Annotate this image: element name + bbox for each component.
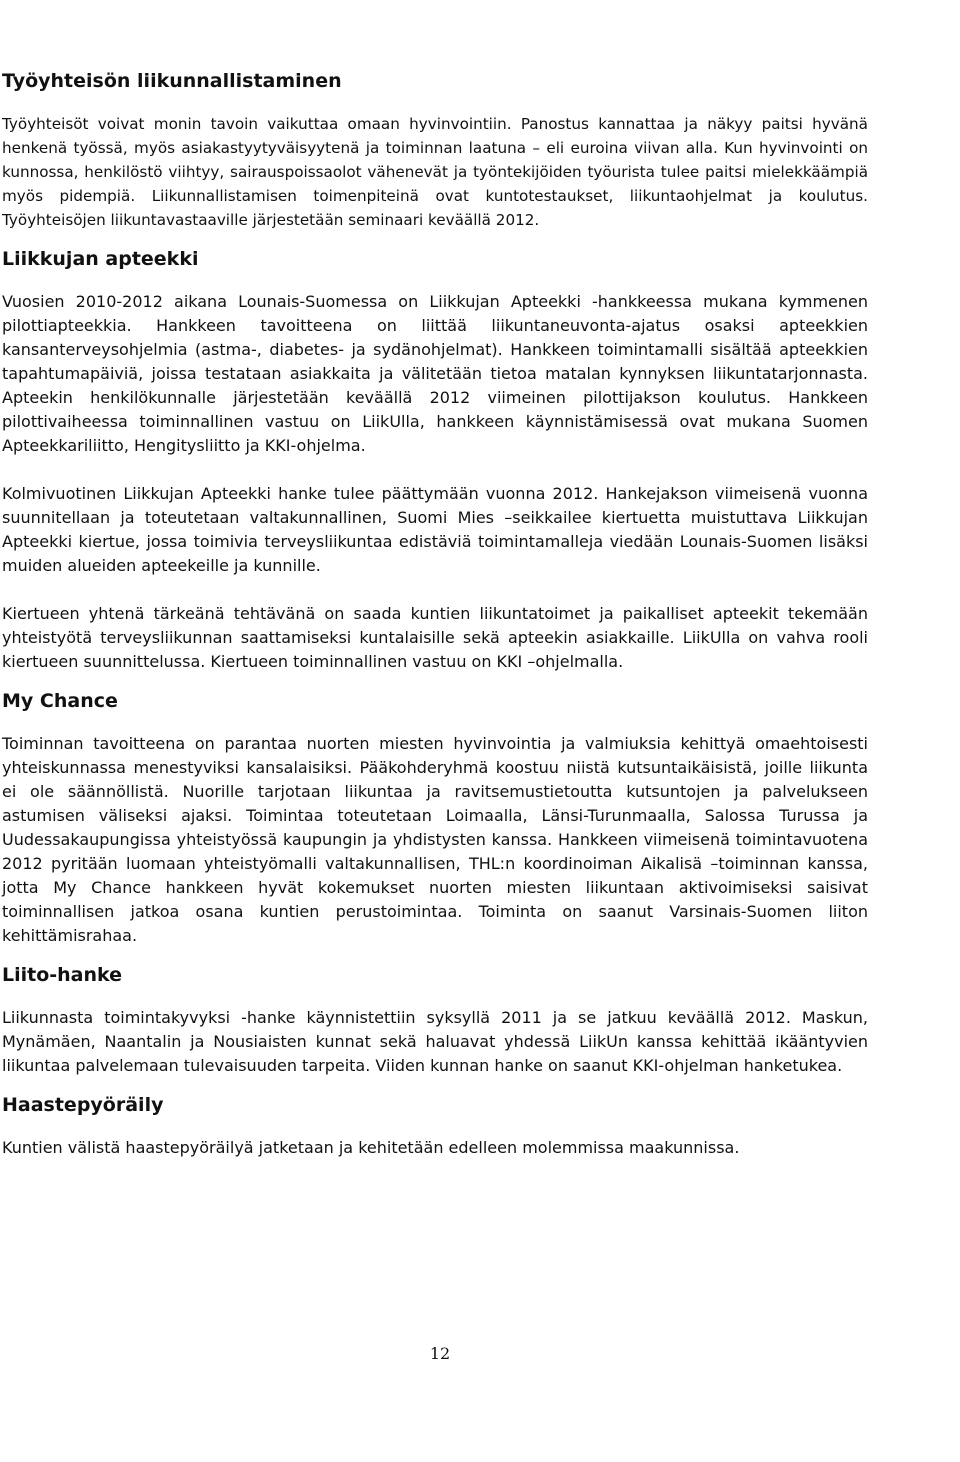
section-paragraph: Liikunnasta toimintakyvyksi -hanke käynnistettiin syksyllä 2011 ja se jatkuu keväällä 2012. Maskun, Mynämäen, Naantalin ja Nousiaisten kunnat sekä haluavat yhdessä LiikUn kanssa kehittää ikääntyvien liikuntaa palvelemaan tulevaisuuden tarpeita. Viiden kunnan hanke on saanut KKI-ohjelman hanketukea. [2,1008,868,1075]
section-heading: Liikkujan apteekki [2,248,199,270]
section-heading: Haastepyöräily [2,1094,164,1116]
page-number: 12 [429,1344,451,1363]
section-heading: My Chance [2,690,118,712]
section-paragraph: Kiertueen yhtenä tärkeänä tehtävänä on saada kuntien liikuntatoimet ja paikalliset apteekit tekemään yhteistyötä terveysliikunnan saattamiseksi kuntalaisille sekä apteekin asiakkaille. LiikUlla on vahva rooli kiertueen suunnittelussa. Kiertueen toiminnallinen vastuu on KKI –ohjelmalla. [2,604,868,671]
section-paragraph: Toiminnan tavoitteena on parantaa nuorten miesten hyvinvointia ja valmiuksia kehittyä omaehtoisesti yhteiskunnassa menestyviksi kansalaisiksi. Pääkohderyhmä koostuu niistä kutsuntaikäisistä, joille liikunta ei ole säännöllistä. Nuorille tarjotaan liikuntaa ja ravitsemustietoutta kutsuntojen ja palvelukseen astumisen väliseksi ajaksi. Toimintaa toteutetaan Loimaalla, Länsi-Turunmaalla, Salossa Turussa ja Uudessakaupungissa yhteistyössä kaupungin ja yhdistysten kanssa. Hankkeen viimeisenä toimintavuotena 2012 pyritään luomaan yhteistyömalli valtakunnallisen, THL:n koordinoiman Aikalisä –toiminnan kanssa, jotta My Chance hankkeen hyvät kokemukset nuorten miesten liikuntaan aktivoimiseksi saisivat toiminnallisen jatkoa osana kuntien perustoimintaa. Toiminta on saanut Varsinais-Suomen liiton kehittämisrahaa. [2,734,868,945]
section-paragraph: Kuntien välistä haastepyöräilyä jatketaan ja kehitetään edelleen molemmissa maakunnissa. [2,1138,740,1157]
section-heading: Työyhteisön liikunnallistaminen [2,70,342,92]
page-content [2,68,868,1160]
section-paragraph: Kolmivuotinen Liikkujan Apteekki hanke tulee päättymään vuonna 2012. Hankejakson viimeisenä vuonna suunnitellaan ja toteutetaan valtakunnallinen, Suomi Mies –seikkailee kiertuetta muistuttava Liikkujan Apteekki kiertue, jossa toimivia terveysliikuntaa edistäviä toimintamalleja viedään Lounais-Suomen lisäksi muiden alueiden apteekeille ja kunnille. [2,484,868,575]
section-paragraph: Vuosien 2010-2012 aikana Lounais-Suomessa on Liikkujan Apteekki -hankkeessa mukana kymmenen pilottiapteekkia. Hankkeen tavoitteena on liittää liikuntaneuvonta-ajatus osaksi apteekkien kansanterveysohjelmia (astma-, diabetes- ja sydänohjelmat). Hankkeen toimintamalli sisältää apteekkien tapahtumapäiviä, joissa testataan asiakkaita ja välitetään tietoa matalan kynnyksen liikuntatarjonnasta. Apteekin henkilökunnalle järjestetään keväällä 2012 viimeinen pilottijakson koulutus. Hankkeen pilottivaiheessa toiminnallinen vastuu on LiikUlla, hankkeen käynnistämisessä ovat mukana Suomen Apteekkariliitto, Hengitysliitto ja KKI-ohjelma. [2,292,868,455]
section-heading: Liito-hanke [2,964,123,986]
section-paragraph: Työyhteisöt voivat monin tavoin vaikuttaa omaan hyvinvointiin. Panostus kannattaa ja näkyy paitsi hyvänä henkenä työssä, myös asiakastyytyväisyytenä ja toiminnan laatuna – eli euroina viivan alla. Kun hyvinvointi on kunnossa, henkilöstö viihtyy, sairauspoissaolot vähenevät ja työntekijöiden työurista tulee paitsi mielekkäämpiä myös pidempiä. Liikunnallistamisen toimenpiteinä ovat kuntotestaukset, liikuntaohjelmat ja koulutus. Työyhteisöjen liikuntavastaaville järjestetään seminaari keväällä 2012. [2,115,868,229]
